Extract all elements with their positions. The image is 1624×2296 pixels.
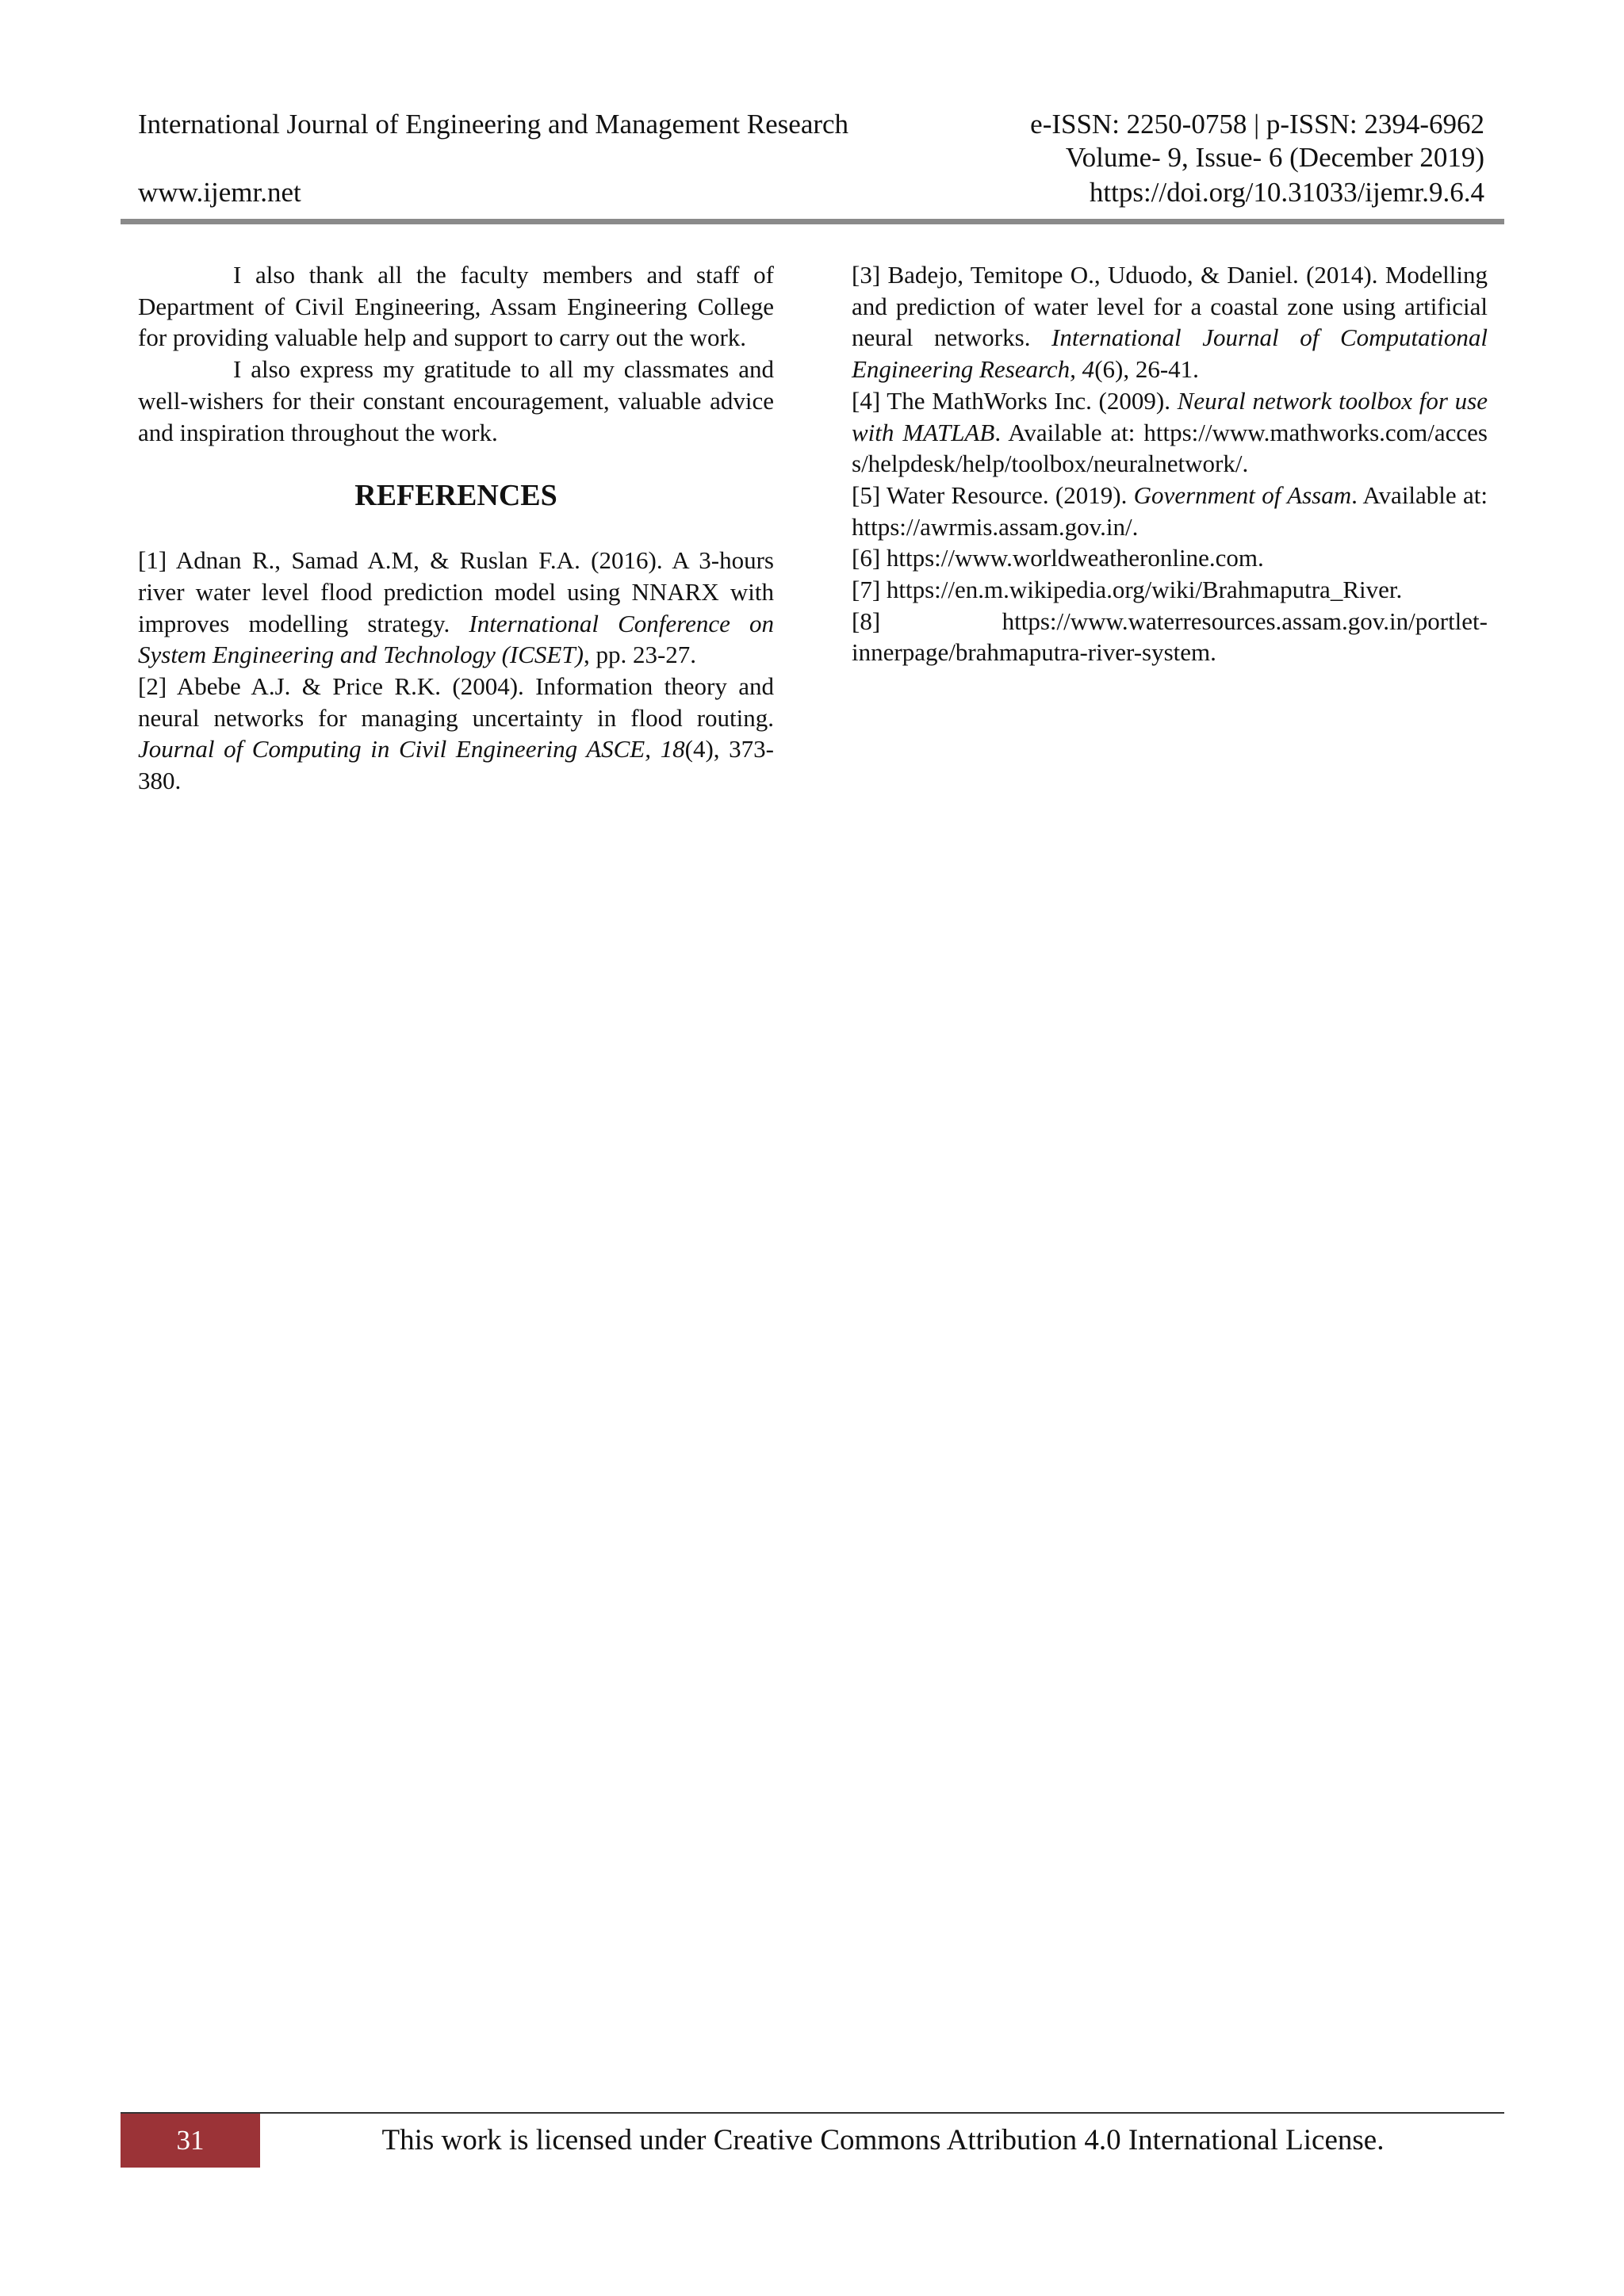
reference-5-details[interactable]: . Available at: https://awrmis.assam.gov.in/.	[852, 480, 1488, 541]
reference-2-details: (4), 373-380.	[138, 735, 774, 795]
reference-5	[852, 480, 1488, 542]
reference-3-details: (6), 26-41.	[1094, 355, 1199, 384]
references-heading: REFERENCES	[354, 479, 557, 513]
reference-5-source: Government of Assam	[1133, 480, 1352, 509]
reference-8[interactable]	[852, 606, 1488, 668]
left-column	[138, 259, 774, 797]
reference-4-text: [4] The MathWorks Inc. (2009).	[852, 386, 1178, 415]
acknowledgement-paragraph-2: I also express my gratitude to all my classmates and well-wishers for their constant encouragement, valuable advice and inspiration throughout the work.	[138, 355, 774, 446]
doi-link[interactable]: https://doi.org/10.31033/ijemr.9.6.4	[1089, 177, 1484, 208]
reference-4	[852, 385, 1488, 480]
reference-5-text: [5] Water Resource. (2019).	[852, 480, 1134, 509]
reference-3-text: [3] Badejo, Temitope O., Uduodo, & Daniel. (2014). Modelling and prediction of water level for a coastal zone using artificial neural networks.	[852, 261, 1488, 352]
reference-2-text: [2] Abebe A.J. & Price R.K. (2004). Information theory and neural networks for managing uncertainty in flood routing.	[138, 672, 774, 732]
page-number: 31	[121, 2114, 260, 2168]
journal-website[interactable]: www.ijemr.net	[138, 177, 301, 208]
reference-1-details: , pp. 23-27.	[583, 641, 697, 669]
reference-8-text[interactable]: [8] https://www.waterresources.assam.gov.in/portlet-innerpage/brahmaputra-river-system.	[852, 607, 1488, 667]
reference-3-source: International Journal of Computational Engineering Research, 4	[852, 323, 1488, 384]
reference-2-source: Journal of Computing in Civil Engineering ASCE, 18	[138, 735, 685, 763]
reference-1	[138, 545, 774, 671]
reference-3	[852, 259, 1488, 385]
reference-6[interactable]	[852, 542, 1488, 574]
license-notice: This work is licensed under Creative Commons Attribution 4.0 International License.	[381, 2124, 1385, 2156]
issn-line: e-ISSN: 2250-0758 | p-ISSN: 2394-6962	[1030, 109, 1484, 140]
reference-4-source: Neural network toolbox for use with MATLAB	[852, 386, 1488, 446]
reference-1-source: International Conference on System Engineering and Technology (ICSET)	[138, 609, 774, 669]
reference-2	[138, 671, 774, 797]
volume-issue: Volume- 9, Issue- 6 (December 2019)	[1065, 142, 1484, 173]
acknowledgement-paragraph-1: I also thank all the faculty members and staff of Department of Civil Engineering, Assam Engineering College for providing valuable help and support to carry out the work.	[138, 261, 774, 352]
journal-title: International Journal of Engineering and Management Research	[138, 109, 849, 140]
reference-7[interactable]	[852, 574, 1488, 606]
reference-1-text: [1] Adnan R., Samad A.M, & Ruslan F.A. (2016). A 3-hours river water level flood prediction model using NNARX with improves modelling strategy.	[138, 546, 774, 637]
reference-7-text[interactable]: [7] https://en.m.wikipedia.org/wiki/Brahmaputra_River.	[852, 576, 1403, 604]
right-column	[852, 259, 1488, 668]
reference-4-details[interactable]: . Available at: https://www.mathworks.com/access/helpdesk/help/toolbox/neuralnetwork/.	[852, 418, 1488, 478]
reference-6-text[interactable]: [6] https://www.worldweatheronline.com.	[852, 544, 1264, 572]
header-divider	[121, 219, 1504, 224]
